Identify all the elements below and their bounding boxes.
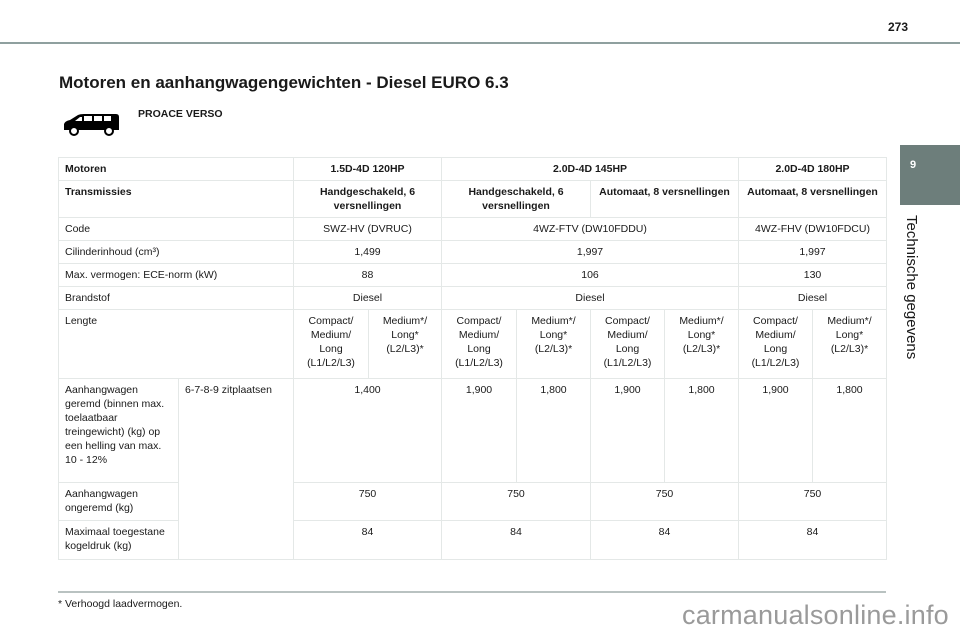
cell: 1,997: [442, 241, 739, 264]
cell: 750: [739, 483, 887, 521]
row-label: Maximaal toegestane kogeldruk (kg): [59, 521, 179, 560]
cell: Automaat, 8 versnellingen: [739, 181, 887, 218]
engine-header: 1.5D-4D 120HP: [294, 158, 442, 181]
chapter-number: 9: [910, 159, 917, 171]
cell: 1,997: [739, 241, 887, 264]
footer-divider: [58, 591, 886, 593]
cell: 1,900: [591, 379, 665, 483]
cell: 1,800: [813, 379, 887, 483]
cell: 750: [591, 483, 739, 521]
cell: Compact/ Medium/ Long (L1/L2/L3): [591, 310, 665, 379]
row-label: Code: [59, 218, 294, 241]
page-number: 273: [887, 20, 908, 34]
footnote: * Verhoogd laadvermogen.: [58, 598, 183, 610]
cell: Handgeschakeld, 6 versnellingen: [294, 181, 442, 218]
cell: Medium*/ Long* (L2/L3)*: [517, 310, 591, 379]
table-row-transmissies: [59, 181, 887, 218]
table-row-code: [59, 218, 887, 241]
watermark: carmanualsonline.info: [682, 600, 949, 630]
cell: 4WZ-FTV (DW10FDDU): [442, 218, 739, 241]
cell: 84: [442, 521, 591, 560]
engine-specs-table: [58, 157, 887, 560]
row-label: Lengte: [59, 310, 294, 379]
cell: 130: [739, 264, 887, 287]
table-row-motoren: [59, 158, 887, 181]
cell: Diesel: [294, 287, 442, 310]
table-row-lengte: [59, 310, 887, 379]
chapter-label: Technische gegevens: [903, 215, 920, 360]
cell: SWZ-HV (DVRUC): [294, 218, 442, 241]
seats-label: 6-7-8-9 zitplaatsen: [179, 379, 294, 560]
cell: 84: [739, 521, 887, 560]
table-row-geremd: [59, 379, 887, 483]
table-row-cilinderinhoud: [59, 241, 887, 264]
cell: 84: [294, 521, 442, 560]
cell: Compact/ Medium/ Long (L1/L2/L3): [442, 310, 517, 379]
table-row-brandstof: [59, 287, 887, 310]
cell: Diesel: [739, 287, 887, 310]
model-name: PROACE VERSO: [138, 108, 223, 120]
cell: 750: [294, 483, 442, 521]
cell: Compact/ Medium/ Long (L1/L2/L3): [294, 310, 369, 379]
cell: 4WZ-FHV (DW10FDCU): [739, 218, 887, 241]
top-divider: [0, 42, 960, 44]
row-label: Transmissies: [59, 181, 294, 218]
cell: 1,499: [294, 241, 442, 264]
row-label: Max. vermogen: ECE-norm (kW): [59, 264, 294, 287]
cell: 1,800: [517, 379, 591, 483]
row-label: Motoren: [59, 158, 294, 181]
row-label: Aanhangwagen geremd (binnen max. toelaatbaar treingewicht) (kg) op een helling van max. 10 - 12%: [59, 379, 179, 483]
cell: 84: [591, 521, 739, 560]
table-row-vermogen: [59, 264, 887, 287]
cell: Medium*/ Long* (L2/L3)*: [813, 310, 887, 379]
cell: 1,800: [665, 379, 739, 483]
cell: Medium*/ Long* (L2/L3)*: [665, 310, 739, 379]
page-title: Motoren en aanhangwagengewichten - Diesel EURO 6.3: [59, 73, 509, 92]
engine-header: 2.0D-4D 180HP: [739, 158, 887, 181]
engine-header: 2.0D-4D 145HP: [442, 158, 739, 181]
cell: 1,400: [294, 379, 442, 483]
cell: Handgeschakeld, 6 versnellingen: [442, 181, 591, 218]
row-label: Cilinderinhoud (cm³): [59, 241, 294, 264]
van-icon: [62, 112, 122, 136]
cell: Medium*/ Long* (L2/L3)*: [369, 310, 442, 379]
cell: 750: [442, 483, 591, 521]
cell: Automaat, 8 versnellingen: [591, 181, 739, 218]
cell: 1,900: [442, 379, 517, 483]
row-label: Brandstof: [59, 287, 294, 310]
chapter-tab[interactable]: [900, 145, 960, 205]
cell: 1,900: [739, 379, 813, 483]
cell: 88: [294, 264, 442, 287]
cell: 106: [442, 264, 739, 287]
cell: Compact/ Medium/ Long (L1/L2/L3): [739, 310, 813, 379]
row-label: Aanhangwagen ongeremd (kg): [59, 483, 179, 521]
cell: Diesel: [442, 287, 739, 310]
